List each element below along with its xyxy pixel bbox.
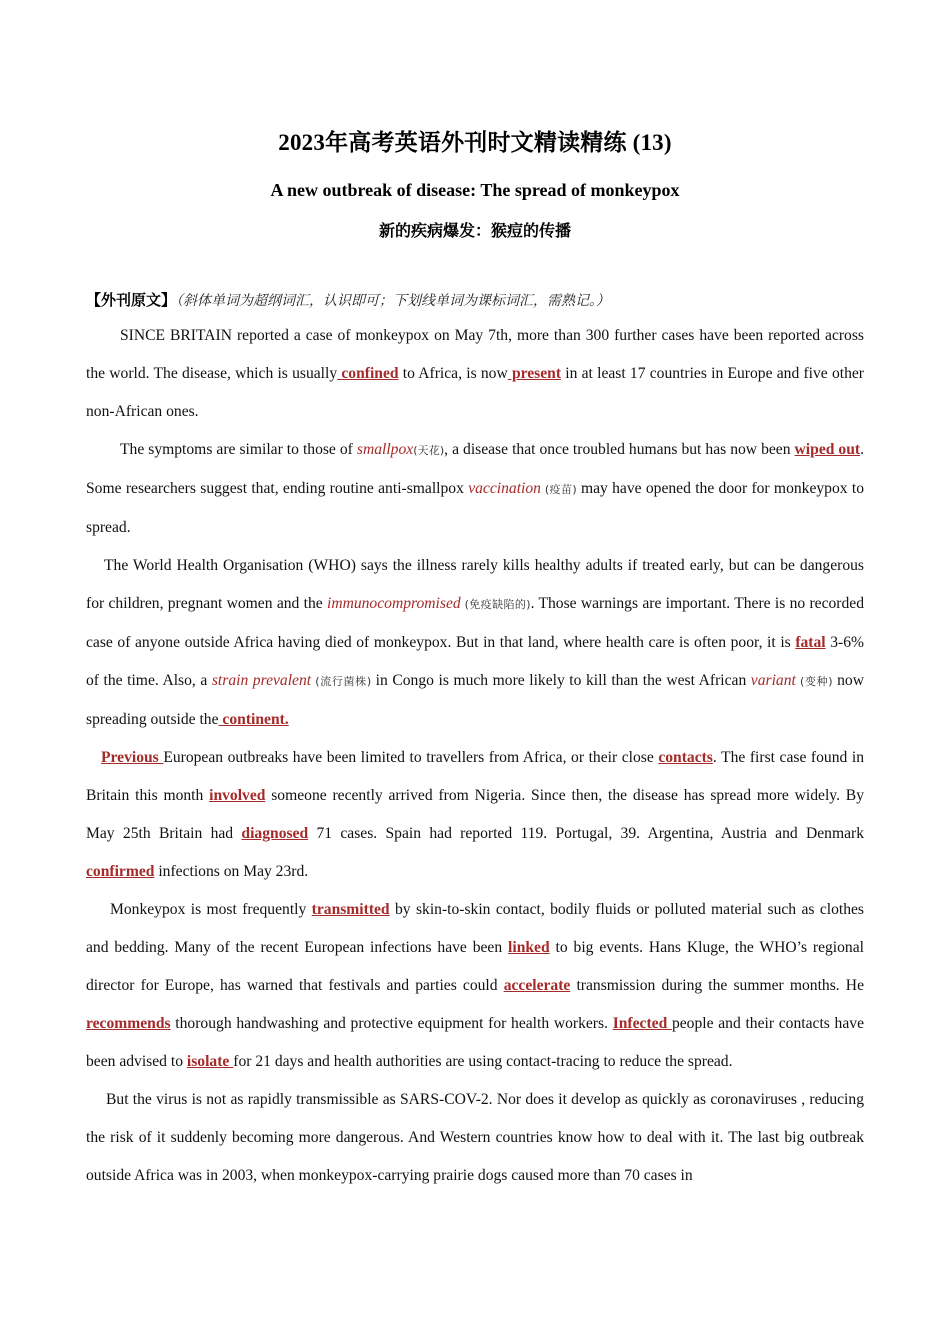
paragraph	[86, 891, 864, 1081]
text-run: to Africa, is now	[398, 365, 508, 382]
text-run: But the virus is not as rapidly transmissible as SARS-COV-2. Nor does it develop as quickly as coronaviruses , reducing the risk of it suddenly becoming more dangerous. And Western countries know how to deal with it. The last big outbreak outside Africa was in 2003, when monkeypox-carrying prairie dogs caused more than 70 cases in	[86, 1091, 864, 1184]
text-run: transmission during the summer months. He	[570, 977, 864, 994]
vocab-word: Previous	[101, 749, 164, 766]
chinese-gloss: (流行菌株)	[311, 675, 372, 688]
text-run: in Congo is much more likely to kill than the west African	[371, 672, 751, 689]
advanced-word: vaccination	[468, 480, 541, 497]
text-run: The symptoms are similar to those of	[120, 441, 357, 458]
vocab-word: transmitted	[311, 901, 390, 918]
paragraph	[86, 739, 864, 891]
paragraph	[86, 317, 864, 431]
vocab-word: linked	[508, 939, 550, 956]
advanced-word: immunocompromised	[326, 595, 461, 612]
article-body	[86, 317, 864, 1195]
text-run: SINCE BRITAIN reported a case of monkeypox on May 7th, more than 300 further cases have been reported across the world. The disease, which is usually	[86, 327, 864, 382]
paragraph	[86, 431, 864, 547]
vocab-word: contacts	[658, 749, 713, 766]
chinese-gloss: (天花)	[413, 444, 445, 457]
vocab-word: confined	[337, 365, 399, 382]
vocab-word: fatal	[795, 634, 826, 651]
section-heading	[86, 289, 610, 310]
vocab-word: accelerate	[503, 977, 571, 994]
text-run: in at least 17 countries in Europe and five other non-African ones.	[86, 365, 864, 420]
text-run: to big events. Hans Kluge, the WHO’s regional director for Europe, has warned that festivals and parties could	[86, 939, 864, 994]
text-run: . Those warnings are important. There is no recorded case of anyone outside Africa having died of monkeypox. But in that land, where health care is often poor, it is	[86, 595, 864, 651]
vocab-word: recommends	[86, 1015, 171, 1032]
article-title-en: A new outbreak of disease: The spread of monkeypox	[270, 180, 680, 200]
text-run: . The first case found in Britain this month	[86, 749, 864, 804]
vocab-word: Infected	[612, 1015, 672, 1032]
text-run: by skin-to-skin contact, bodily fluids or polluted material such as clothes and bedding. Many of the recent European infections have been	[86, 901, 864, 956]
text-run: may have opened the door for monkeypox to spread.	[86, 480, 864, 536]
text-run: for 21 days and health authorities are using contact-tracing to reduce the spread.	[233, 1053, 733, 1070]
advanced-word: strain prevalent	[211, 672, 312, 689]
vocab-word: isolate	[186, 1053, 234, 1070]
text-run: someone recently arrived from Nigeria. Since then, the disease has spread more widely. By May 25th Britain had	[86, 787, 864, 842]
text-run: . Some researchers suggest that, ending routine anti-smallpox	[86, 441, 864, 497]
paragraph	[86, 547, 864, 739]
text-run: people and their contacts have been advised to	[86, 1015, 864, 1070]
section-note: （斜体单词为超纲词汇，认识即可；下划线单词为课标词汇，需熟记。）	[176, 293, 611, 309]
page-title: 2023年高考英语外刊时文精读精练 (13)	[278, 130, 672, 155]
text-run: thorough handwashing and protective equipment for health workers.	[170, 1015, 613, 1032]
chinese-gloss: (变种)	[795, 675, 833, 688]
paragraph	[86, 1081, 864, 1195]
chinese-gloss: (疫苗)	[540, 483, 577, 496]
vocab-word: present	[507, 365, 562, 382]
vocab-word: confirmed	[86, 863, 155, 880]
text-run: now spreading outside the	[86, 672, 864, 728]
vocab-word: diagnosed	[241, 825, 309, 842]
text-run: European outbreaks have been limited to travellers from Africa, or their close	[163, 749, 659, 766]
vocab-word: wiped out	[794, 441, 861, 458]
vocab-word: involved	[209, 787, 266, 804]
text-run: , a disease that once troubled humans but has now been	[444, 441, 795, 458]
text-run: The World Health Organisation (WHO) says the illness rarely kills healthy adults if treated early, but can be dangerous for children, pregnant women and the	[86, 557, 864, 612]
vocab-word: continent.	[218, 711, 289, 728]
text-run: infections on May 23rd.	[154, 863, 309, 880]
section-label: 【外刊原文】	[86, 291, 177, 309]
text-run: 3-6% of the time. Also, a	[86, 634, 864, 689]
advanced-word: variant	[750, 672, 796, 689]
text-run: Monkeypox is most frequently	[110, 901, 312, 918]
text-run: 71 cases. Spain had reported 119. Portugal, 39. Argentina, Austria and Denmark	[308, 825, 864, 842]
chinese-gloss: (免疫缺陷的)	[460, 598, 531, 611]
advanced-word: smallpox	[356, 441, 414, 458]
article-title-cn: 新的疾病爆发：猴痘的传播	[378, 221, 571, 240]
